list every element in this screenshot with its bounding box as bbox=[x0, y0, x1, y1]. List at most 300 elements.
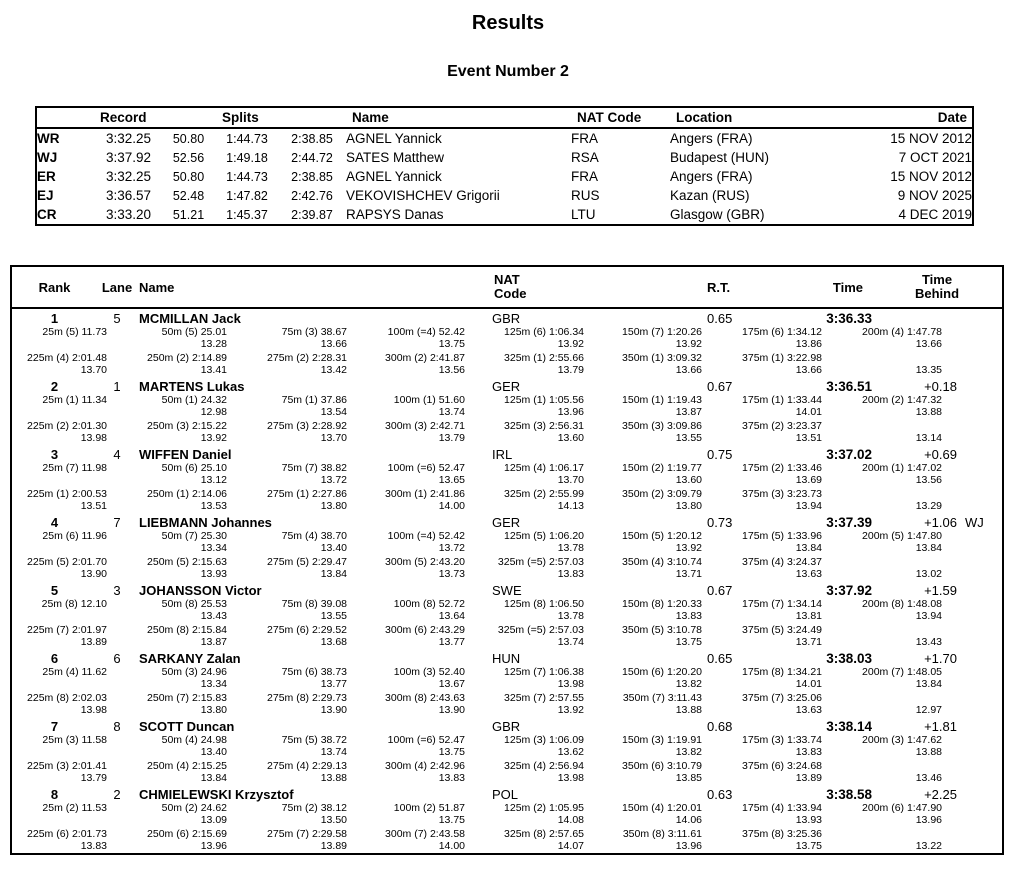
split-300m bbox=[347, 761, 465, 784]
split-375m bbox=[702, 625, 822, 648]
split-time: 225m (2) 2:01.30 bbox=[27, 420, 107, 432]
split-25m bbox=[12, 803, 107, 826]
split-time: 350m (7) 3:11.43 bbox=[622, 692, 702, 704]
lap-time: 13.89 bbox=[795, 771, 822, 784]
split-325m bbox=[465, 353, 584, 376]
split-25m bbox=[12, 327, 107, 350]
split-150m bbox=[584, 599, 702, 622]
split-225m bbox=[12, 625, 107, 648]
split-50m bbox=[107, 803, 227, 826]
split-time: 225m (4) 2:01.48 bbox=[27, 352, 107, 364]
header-reaction-time: R.T. bbox=[707, 279, 731, 295]
split-time: 75m (8) 39.08 bbox=[281, 598, 347, 610]
split-time bbox=[822, 761, 942, 773]
split-time: 25m (3) 11.58 bbox=[42, 734, 107, 746]
lap-time: 13.89 bbox=[80, 635, 107, 648]
lap-time: 13.35 bbox=[915, 363, 942, 376]
lap-time: 14.01 bbox=[795, 677, 822, 690]
split-time bbox=[822, 625, 942, 637]
lap-time: 13.84 bbox=[795, 541, 822, 554]
rank: 6 bbox=[50, 651, 59, 666]
lap-time: 13.62 bbox=[557, 745, 584, 758]
lap-time: 13.90 bbox=[438, 703, 465, 716]
records-header-location: Location bbox=[676, 110, 733, 125]
swimmer-block-rank-8 bbox=[12, 785, 1002, 853]
split-time: 150m (7) 1:20.26 bbox=[622, 326, 702, 338]
nat-code: GBR bbox=[492, 719, 521, 734]
lap-time: 13.09 bbox=[200, 813, 227, 826]
lap-time: 13.72 bbox=[320, 473, 347, 486]
split-275m bbox=[227, 489, 347, 512]
rank: 1 bbox=[50, 311, 59, 326]
time-behind: +1.70 bbox=[924, 651, 957, 666]
split-time: 75m (3) 38.67 bbox=[281, 326, 347, 338]
split-time: 200m (6) 1:47.90 bbox=[862, 802, 942, 814]
rank: 5 bbox=[50, 583, 59, 598]
records-header-row bbox=[36, 107, 973, 128]
record-split-150: 2:39.87 bbox=[291, 207, 333, 222]
split-time: 250m (5) 2:15.63 bbox=[147, 556, 227, 568]
lap-time: 13.74 bbox=[320, 745, 347, 758]
lap-time: 13.74 bbox=[557, 635, 584, 648]
split-time: 250m (7) 2:15.83 bbox=[147, 692, 227, 704]
split-125m bbox=[465, 803, 584, 826]
swimmer-block-rank-2 bbox=[12, 377, 1002, 445]
split-150m bbox=[584, 803, 702, 826]
split-25m bbox=[12, 395, 107, 418]
split-275m bbox=[227, 557, 347, 580]
split-175m bbox=[702, 803, 822, 826]
final-time: 3:38.14 bbox=[826, 719, 872, 734]
lap-time: 13.70 bbox=[320, 431, 347, 444]
split-time: 225m (1) 2:00.53 bbox=[27, 488, 107, 500]
header-time-behind bbox=[872, 273, 1002, 301]
lap-time: 13.77 bbox=[320, 677, 347, 690]
final-time: 3:38.58 bbox=[826, 787, 872, 802]
split-200m bbox=[822, 803, 942, 826]
results-header-row bbox=[12, 267, 1002, 309]
swimmer-name: LIEBMANN Johannes bbox=[139, 515, 272, 530]
split-time: 150m (2) 1:19.77 bbox=[622, 462, 702, 474]
lap-time: 13.96 bbox=[675, 839, 702, 852]
lap-time: 13.94 bbox=[915, 609, 942, 622]
time-behind: +0.69 bbox=[924, 447, 957, 462]
split-time: 125m (3) 1:06.09 bbox=[504, 734, 584, 746]
record-location: Angers (FRA) bbox=[670, 131, 753, 146]
record-split-150: 2:38.85 bbox=[291, 169, 333, 184]
split-time: 50m (8) 25.53 bbox=[161, 598, 227, 610]
split-time: 350m (8) 3:11.61 bbox=[622, 828, 702, 840]
split-time: 100m (8) 52.72 bbox=[393, 598, 465, 610]
split-100m bbox=[347, 395, 465, 418]
split-time: 200m (7) 1:48.05 bbox=[862, 666, 942, 678]
split-row bbox=[12, 531, 1002, 554]
split-200m bbox=[822, 531, 942, 554]
split-200m bbox=[822, 667, 942, 690]
split-300m bbox=[347, 557, 465, 580]
split-time: 350m (3) 3:09.86 bbox=[622, 420, 702, 432]
split-time: 100m (=4) 52.42 bbox=[387, 530, 465, 542]
split-175m bbox=[702, 735, 822, 758]
split-time: 325m (=5) 2:57.03 bbox=[497, 556, 584, 568]
split-row bbox=[12, 557, 1002, 580]
split-375m bbox=[702, 353, 822, 376]
split-50m bbox=[107, 395, 227, 418]
split-time: 50m (1) 24.32 bbox=[161, 394, 227, 406]
split-325m bbox=[465, 557, 584, 580]
record-row bbox=[36, 186, 973, 205]
lap-time: 13.71 bbox=[675, 567, 702, 580]
split-time: 125m (6) 1:06.34 bbox=[504, 326, 584, 338]
split-time: 350m (6) 3:10.79 bbox=[622, 760, 702, 772]
split-25m bbox=[12, 735, 107, 758]
time-behind: +1.59 bbox=[924, 583, 957, 598]
split-time: 50m (7) 25.30 bbox=[161, 530, 227, 542]
final-time: 3:37.02 bbox=[826, 447, 872, 462]
split-time: 325m (=5) 2:57.03 bbox=[497, 624, 584, 636]
split-100m bbox=[347, 531, 465, 554]
split-325m bbox=[465, 489, 584, 512]
lap-time: 13.70 bbox=[557, 473, 584, 486]
lap-time: 13.75 bbox=[795, 839, 822, 852]
split-350m bbox=[584, 489, 702, 512]
lap-time: 13.40 bbox=[320, 541, 347, 554]
lap-time: 13.43 bbox=[915, 635, 942, 648]
split-25m bbox=[12, 463, 107, 486]
lap-time: 14.13 bbox=[557, 499, 584, 512]
split-time: 175m (8) 1:34.21 bbox=[742, 666, 822, 678]
split-time: 300m (5) 2:43.20 bbox=[385, 556, 465, 568]
split-time: 250m (4) 2:15.25 bbox=[147, 760, 227, 772]
rank: 3 bbox=[50, 447, 59, 462]
lap-time: 13.83 bbox=[675, 609, 702, 622]
record-holder-name: AGNEL Yannick bbox=[346, 131, 442, 146]
split-time: 50m (3) 24.96 bbox=[161, 666, 227, 678]
lap-time: 13.66 bbox=[915, 337, 942, 350]
lap-time: 14.00 bbox=[438, 839, 465, 852]
split-time: 50m (2) 24.62 bbox=[161, 802, 227, 814]
split-250m bbox=[107, 693, 227, 716]
record-time: 3:32.25 bbox=[105, 169, 152, 184]
lap-time: 13.96 bbox=[557, 405, 584, 418]
record-date: 9 NOV 2025 bbox=[897, 188, 972, 203]
lap-time: 13.84 bbox=[915, 541, 942, 554]
split-250m bbox=[107, 489, 227, 512]
record-split-50: 50.80 bbox=[172, 131, 205, 146]
split-time: 25m (8) 12.10 bbox=[41, 598, 107, 610]
records-header-splits: Splits bbox=[222, 110, 259, 125]
split-time: 375m (7) 3:25.06 bbox=[742, 692, 822, 704]
split-225m bbox=[12, 489, 107, 512]
lap-time: 13.79 bbox=[438, 431, 465, 444]
split-time: 250m (3) 2:15.22 bbox=[147, 420, 227, 432]
record-nat-code: RUS bbox=[571, 188, 600, 203]
lap-time: 13.75 bbox=[438, 745, 465, 758]
reaction-time: 0.68 bbox=[707, 719, 733, 734]
split-time: 175m (3) 1:33.74 bbox=[742, 734, 822, 746]
records-header-name: Name bbox=[352, 110, 389, 125]
split-time: 325m (7) 2:57.55 bbox=[504, 692, 584, 704]
lap-time: 13.40 bbox=[200, 745, 227, 758]
split-row bbox=[12, 489, 1002, 512]
split-time: 200m (2) 1:47.32 bbox=[862, 394, 942, 406]
split-time: 375m (5) 3:24.49 bbox=[742, 624, 822, 636]
reaction-time: 0.73 bbox=[707, 515, 733, 530]
split-350m bbox=[584, 625, 702, 648]
split-400m-lap bbox=[822, 421, 942, 444]
lap-time: 13.79 bbox=[80, 771, 107, 784]
split-300m bbox=[347, 489, 465, 512]
time-behind: +1.06 bbox=[924, 515, 957, 530]
split-50m bbox=[107, 327, 227, 350]
split-275m bbox=[227, 761, 347, 784]
split-400m-lap bbox=[822, 761, 942, 784]
lap-time: 13.34 bbox=[200, 541, 227, 554]
lap-time: 13.84 bbox=[915, 677, 942, 690]
split-time: 250m (6) 2:15.69 bbox=[147, 828, 227, 840]
split-time: 50m (4) 24.98 bbox=[161, 734, 227, 746]
swimmer-block-rank-4 bbox=[12, 513, 1002, 581]
lap-time: 13.93 bbox=[795, 813, 822, 826]
split-time: 175m (2) 1:33.46 bbox=[742, 462, 822, 474]
time-behind: +2.25 bbox=[924, 787, 957, 802]
split-50m bbox=[107, 667, 227, 690]
record-nat-code: FRA bbox=[571, 169, 598, 184]
lap-time: 13.83 bbox=[80, 839, 107, 852]
split-150m bbox=[584, 463, 702, 486]
split-time: 275m (8) 2:29.73 bbox=[267, 692, 347, 704]
records-header-nat-code: NAT Code bbox=[577, 110, 642, 125]
split-275m bbox=[227, 353, 347, 376]
split-175m bbox=[702, 599, 822, 622]
record-tag: EJ bbox=[37, 188, 54, 203]
swimmer-block-rank-7 bbox=[12, 717, 1002, 785]
lap-time: 13.75 bbox=[675, 635, 702, 648]
lap-time: 13.92 bbox=[557, 703, 584, 716]
split-time: 25m (1) 11.34 bbox=[42, 394, 107, 406]
split-50m bbox=[107, 735, 227, 758]
split-25m bbox=[12, 531, 107, 554]
final-time: 3:37.39 bbox=[826, 515, 872, 530]
record-time: 3:32.25 bbox=[105, 131, 152, 146]
lap-time: 13.79 bbox=[557, 363, 584, 376]
split-time: 275m (5) 2:29.47 bbox=[267, 556, 347, 568]
result-main-row bbox=[12, 378, 1002, 395]
lap-time: 13.28 bbox=[200, 337, 227, 350]
swimmer-name: MARTENS Lukas bbox=[139, 379, 245, 394]
split-225m bbox=[12, 421, 107, 444]
reaction-time: 0.63 bbox=[707, 787, 733, 802]
split-time: 175m (5) 1:33.96 bbox=[742, 530, 822, 542]
split-150m bbox=[584, 395, 702, 418]
split-time: 375m (2) 3:23.37 bbox=[742, 420, 822, 432]
lane: 1 bbox=[113, 379, 121, 394]
split-time: 300m (1) 2:41.86 bbox=[385, 488, 465, 500]
split-time: 200m (1) 1:47.02 bbox=[862, 462, 942, 474]
split-350m bbox=[584, 829, 702, 852]
split-time: 200m (8) 1:48.08 bbox=[862, 598, 942, 610]
lap-time: 13.82 bbox=[675, 745, 702, 758]
split-time: 375m (4) 3:24.37 bbox=[742, 556, 822, 568]
split-150m bbox=[584, 735, 702, 758]
header-behind-line2: Behind bbox=[914, 286, 960, 301]
lap-time: 13.81 bbox=[795, 609, 822, 622]
split-150m bbox=[584, 327, 702, 350]
lap-time: 13.43 bbox=[200, 609, 227, 622]
split-row bbox=[12, 599, 1002, 622]
record-tag: WR bbox=[37, 131, 60, 146]
reaction-time: 0.65 bbox=[707, 651, 733, 666]
split-175m bbox=[702, 327, 822, 350]
swimmer-block-rank-1 bbox=[12, 309, 1002, 377]
record-tag: CR bbox=[37, 207, 57, 222]
record-time: 3:36.57 bbox=[105, 188, 152, 203]
split-time: 225m (5) 2:01.70 bbox=[27, 556, 107, 568]
records-header-record: Record bbox=[100, 110, 147, 125]
lap-time: 13.12 bbox=[200, 473, 227, 486]
lap-time: 13.77 bbox=[438, 635, 465, 648]
reaction-time: 0.67 bbox=[707, 379, 733, 394]
split-time bbox=[822, 421, 942, 433]
split-75m bbox=[227, 803, 347, 826]
split-300m bbox=[347, 353, 465, 376]
result-main-row bbox=[12, 582, 1002, 599]
record-nat-code: FRA bbox=[571, 131, 598, 146]
lap-time: 13.50 bbox=[320, 813, 347, 826]
split-time: 25m (2) 11.53 bbox=[42, 802, 107, 814]
lap-time bbox=[12, 543, 107, 555]
lap-time bbox=[12, 747, 107, 759]
lap-time: 13.55 bbox=[320, 609, 347, 622]
swimmer-name: SCOTT Duncan bbox=[139, 719, 235, 734]
lap-time: 13.93 bbox=[200, 567, 227, 580]
record-nat-code: RSA bbox=[571, 150, 599, 165]
record-date: 4 DEC 2019 bbox=[898, 207, 972, 222]
lap-time: 13.92 bbox=[675, 337, 702, 350]
split-time: 75m (4) 38.70 bbox=[281, 530, 347, 542]
final-time: 3:36.51 bbox=[826, 379, 872, 394]
split-75m bbox=[227, 531, 347, 554]
split-350m bbox=[584, 693, 702, 716]
split-375m bbox=[702, 557, 822, 580]
lap-time: 13.82 bbox=[675, 677, 702, 690]
swimmer-name: SARKANY Zalan bbox=[139, 651, 241, 666]
record-split-100: 1:47.82 bbox=[226, 188, 268, 203]
split-time: 75m (5) 38.72 bbox=[281, 734, 347, 746]
split-350m bbox=[584, 353, 702, 376]
split-row bbox=[12, 625, 1002, 648]
split-time: 275m (6) 2:29.52 bbox=[267, 624, 347, 636]
split-125m bbox=[465, 531, 584, 554]
swimmer-name: JOHANSSON Victor bbox=[139, 583, 262, 598]
split-time: 25m (6) 11.96 bbox=[42, 530, 107, 542]
record-split-150: 2:38.85 bbox=[291, 131, 333, 146]
lap-time: 13.34 bbox=[200, 677, 227, 690]
split-200m bbox=[822, 395, 942, 418]
split-325m bbox=[465, 421, 584, 444]
split-time: 275m (7) 2:29.58 bbox=[267, 828, 347, 840]
split-time: 325m (8) 2:57.65 bbox=[504, 828, 584, 840]
split-75m bbox=[227, 395, 347, 418]
split-time: 25m (7) 11.98 bbox=[42, 462, 107, 474]
lap-time: 13.56 bbox=[438, 363, 465, 376]
header-nat-line2: Code bbox=[494, 286, 527, 301]
split-325m bbox=[465, 693, 584, 716]
lap-time: 13.98 bbox=[557, 677, 584, 690]
lap-time: 13.88 bbox=[915, 745, 942, 758]
lane: 6 bbox=[113, 651, 121, 666]
split-time: 225m (7) 2:01.97 bbox=[27, 624, 107, 636]
split-75m bbox=[227, 735, 347, 758]
record-split-100: 1:49.18 bbox=[226, 150, 268, 165]
record-nat-code: LTU bbox=[571, 207, 596, 222]
split-250m bbox=[107, 625, 227, 648]
split-time: 75m (2) 38.12 bbox=[281, 802, 347, 814]
result-main-row bbox=[12, 650, 1002, 667]
split-150m bbox=[584, 531, 702, 554]
lap-time: 13.66 bbox=[320, 337, 347, 350]
lap-time: 13.98 bbox=[557, 771, 584, 784]
split-300m bbox=[347, 829, 465, 852]
split-time: 200m (3) 1:47.62 bbox=[862, 734, 942, 746]
split-375m bbox=[702, 829, 822, 852]
split-100m bbox=[347, 803, 465, 826]
lap-time: 13.84 bbox=[320, 567, 347, 580]
split-time: 250m (1) 2:14.06 bbox=[147, 488, 227, 500]
lap-time: 13.88 bbox=[915, 405, 942, 418]
split-time: 100m (1) 51.60 bbox=[393, 394, 465, 406]
split-row bbox=[12, 829, 1002, 852]
nat-code: SWE bbox=[492, 583, 522, 598]
split-100m bbox=[347, 599, 465, 622]
lap-time: 13.63 bbox=[795, 703, 822, 716]
lap-time: 13.56 bbox=[915, 473, 942, 486]
split-125m bbox=[465, 735, 584, 758]
split-400m-lap bbox=[822, 489, 942, 512]
record-row bbox=[36, 128, 973, 148]
split-time: 300m (4) 2:42.96 bbox=[385, 760, 465, 772]
lap-time: 14.00 bbox=[438, 499, 465, 512]
split-time: 75m (7) 38.82 bbox=[281, 462, 347, 474]
record-location: Kazan (RUS) bbox=[670, 188, 750, 203]
lap-time: 13.67 bbox=[438, 677, 465, 690]
lap-time: 13.80 bbox=[200, 703, 227, 716]
lap-time: 13.64 bbox=[438, 609, 465, 622]
split-75m bbox=[227, 327, 347, 350]
split-350m bbox=[584, 421, 702, 444]
split-time: 150m (8) 1:20.33 bbox=[622, 598, 702, 610]
split-400m-lap bbox=[822, 557, 942, 580]
split-300m bbox=[347, 693, 465, 716]
header-time: Time bbox=[832, 279, 863, 295]
record-split-100: 1:44.73 bbox=[226, 131, 268, 146]
lap-time: 13.02 bbox=[915, 567, 942, 580]
split-time: 375m (3) 3:23.73 bbox=[742, 488, 822, 500]
lap-time: 13.14 bbox=[915, 431, 942, 444]
split-100m bbox=[347, 327, 465, 350]
lap-time: 13.92 bbox=[557, 337, 584, 350]
header-lane: Lane bbox=[101, 279, 133, 295]
record-tag: WJ bbox=[37, 150, 58, 165]
record-split-50: 52.56 bbox=[172, 150, 205, 165]
split-time: 75m (6) 38.73 bbox=[281, 666, 347, 678]
rank: 4 bbox=[50, 515, 59, 530]
lap-time: 13.63 bbox=[795, 567, 822, 580]
split-175m bbox=[702, 531, 822, 554]
split-time: 125m (1) 1:05.56 bbox=[504, 394, 584, 406]
lap-time: 13.92 bbox=[675, 541, 702, 554]
split-175m bbox=[702, 463, 822, 486]
